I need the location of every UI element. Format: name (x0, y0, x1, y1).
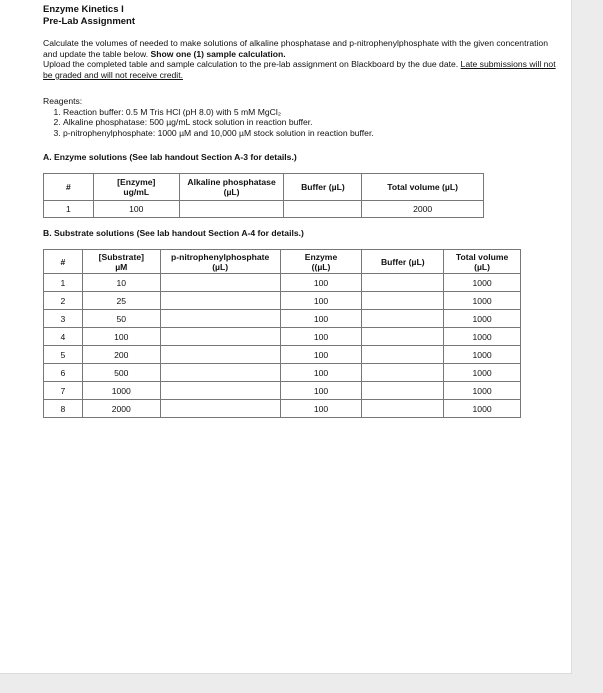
table-cell (160, 364, 280, 382)
table-cell (362, 292, 444, 310)
table-cell: 100 (280, 346, 362, 364)
table-cell: 1000 (444, 274, 521, 292)
column-header: Buffer (µL) (284, 174, 362, 201)
table-cell: 1000 (444, 328, 521, 346)
table-cell (160, 328, 280, 346)
table-cell: 1000 (444, 310, 521, 328)
table-cell: 1000 (444, 346, 521, 364)
table-cell (362, 400, 444, 418)
table-cell: 2 (44, 292, 83, 310)
table-cell (362, 310, 444, 328)
table-cell (160, 400, 280, 418)
instructions-paragraph-2 (43, 59, 563, 80)
table-header-row (44, 174, 484, 201)
section-b-title: B. Substrate solutions (See lab handout Section A-4 for details.) (43, 228, 304, 238)
table-row (44, 310, 521, 328)
column-header: # (44, 250, 83, 274)
table-row (44, 292, 521, 310)
enzyme-solutions-table (43, 173, 484, 218)
table-cell (362, 382, 444, 400)
instructions-text-2: Upload the completed table and sample calculation to the pre-lab assignment on Blackboard by the due date. (43, 59, 459, 70)
table-cell (160, 274, 280, 292)
table-cell (362, 328, 444, 346)
assignment-title: Pre-Lab Assignment (43, 16, 136, 27)
table-cell: 200 (82, 346, 160, 364)
column-header: # (44, 174, 94, 201)
table-cell (160, 310, 280, 328)
table-row (44, 328, 521, 346)
table-cell (284, 201, 362, 218)
table-cell (160, 382, 280, 400)
sample-calculation-note: Show one (1) sample calculation. (150, 48, 286, 59)
table-cell: 100 (82, 328, 160, 346)
table-cell: 10 (82, 274, 160, 292)
document-title (43, 4, 135, 28)
table-cell: 6 (44, 364, 83, 382)
reagent-item: 3. p-nitrophenylphosphate: 1000 µM and 10,000 µM stock solution in reaction buffer. (63, 128, 374, 139)
column-header: Total volume (µL) (444, 250, 521, 274)
table-cell (160, 292, 280, 310)
reagent-item: 1. Reaction buffer: 0.5 M Tris HCl (pH 8.0) with 5 mM MgCl₂ (63, 107, 374, 118)
column-header: [Enzyme] ug/mL (93, 174, 179, 201)
table-cell: 1000 (82, 382, 160, 400)
table-cell: 1000 (444, 292, 521, 310)
column-header: Total volume (µL) (362, 174, 484, 201)
table-header-row (44, 250, 521, 274)
column-header: p-nitrophenylphosphate (µL) (160, 250, 280, 274)
reagents-section (43, 96, 374, 138)
instructions-paragraph-1 (43, 38, 563, 59)
table-cell: 25 (82, 292, 160, 310)
table-cell (179, 201, 284, 218)
reagent-item: 2. Alkaline phosphatase: 500 µg/mL stock solution in reaction buffer. (63, 117, 374, 128)
table-cell: 50 (82, 310, 160, 328)
table-cell: 3 (44, 310, 83, 328)
table-cell: 1000 (444, 400, 521, 418)
instructions (43, 38, 563, 80)
late-submission-note: Late submissions will not be graded and will not receive credit. (43, 59, 556, 80)
table-row (44, 382, 521, 400)
substrate-solutions-table (43, 249, 521, 418)
column-header: [Substrate] µM (82, 250, 160, 274)
table-row (44, 400, 521, 418)
column-header: Alkaline phosphatase (µL) (179, 174, 284, 201)
table-cell: 1000 (444, 364, 521, 382)
section-a-title: A. Enzyme solutions (See lab handout Section A-3 for details.) (43, 152, 297, 162)
table-cell: 100 (280, 400, 362, 418)
reagents-list (43, 107, 374, 139)
table-row (44, 346, 521, 364)
table-cell: 1 (44, 201, 94, 218)
table-row (44, 364, 521, 382)
table-cell: 1000 (444, 382, 521, 400)
instructions-text-1: Calculate the volumes of needed to make solutions of alkaline phosphatase and p-nitrophenylphosphate with the given concentration and update the table below. (43, 38, 548, 59)
table-cell (362, 364, 444, 382)
table-cell (362, 346, 444, 364)
table-cell: 100 (280, 292, 362, 310)
table-cell: 2000 (82, 400, 160, 418)
table-cell: 4 (44, 328, 83, 346)
table-cell: 1 (44, 274, 83, 292)
table-cell: 8 (44, 400, 83, 418)
table-cell: 100 (280, 274, 362, 292)
column-header: Buffer (µL) (362, 250, 444, 274)
column-header: Enzyme ((µL) (280, 250, 362, 274)
table-cell: 100 (280, 328, 362, 346)
table-cell (160, 346, 280, 364)
table-cell: 500 (82, 364, 160, 382)
table-row (44, 274, 521, 292)
table-cell: 7 (44, 382, 83, 400)
reagents-heading: Reagents: (43, 96, 83, 106)
table-cell: 5 (44, 346, 83, 364)
table-cell: 2000 (362, 201, 484, 218)
table-cell: 100 (280, 364, 362, 382)
course-title: Enzyme Kinetics I (43, 4, 124, 15)
table-cell (362, 274, 444, 292)
table-cell: 100 (280, 382, 362, 400)
table-cell: 100 (280, 310, 362, 328)
table-row (44, 201, 484, 218)
table-cell: 100 (93, 201, 179, 218)
